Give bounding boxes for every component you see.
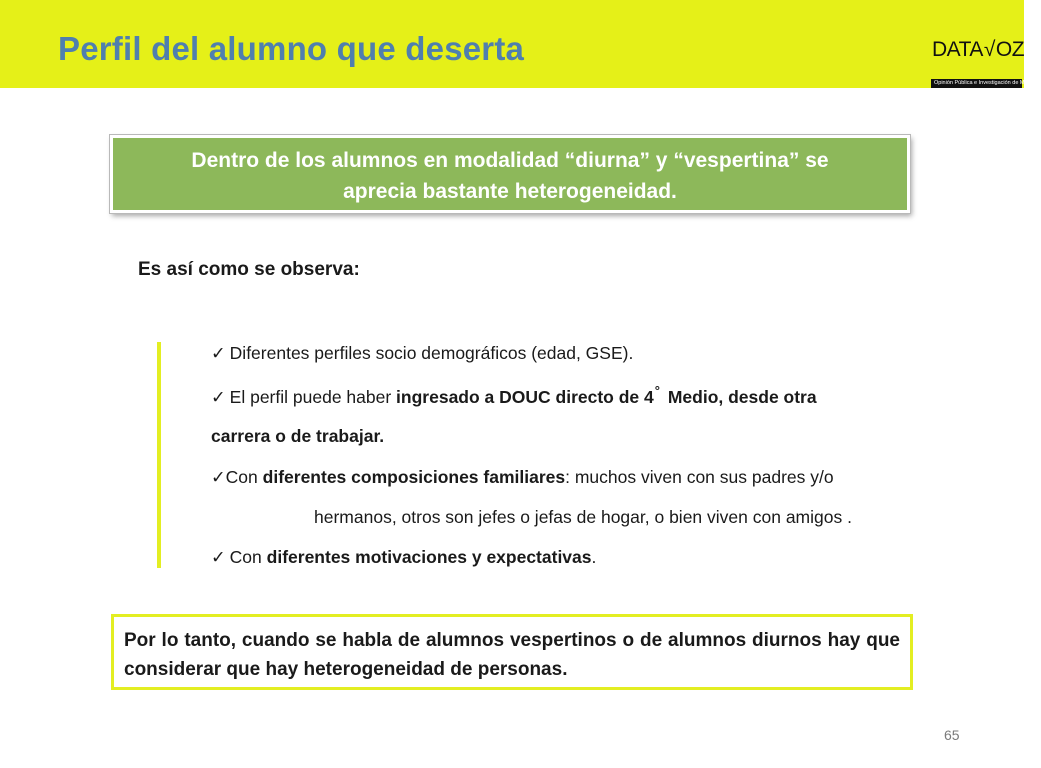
check-icon: ✓ (211, 467, 226, 487)
logo-word-left: DATA (932, 38, 983, 61)
page-number: 65 (944, 727, 960, 743)
datavoz-logo (928, 34, 1041, 88)
highlight-box (110, 135, 910, 213)
bullet-continuation: hermanos, otros son jefes o jefas de hogar, o bien viven con amigos . (314, 507, 852, 527)
degree-mark: ° (654, 383, 660, 398)
bullet-item: ✓ El perfil puede haber ingresado a DOUC directo de 4° Medio, desde otra (211, 383, 817, 407)
intro-heading: Es así como se observa: (138, 259, 360, 280)
logo-check-icon: √ (983, 38, 995, 61)
header-band (0, 0, 1041, 88)
bullet-item: ✓ Diferentes perfiles socio demográficos (edad, GSE). (211, 343, 634, 363)
accent-bar (157, 342, 161, 568)
bullet-item: ✓Con diferentes composiciones familiares: muchos viven con sus padres y/o (211, 467, 834, 487)
bullet-item: ✓ Con diferentes motivaciones y expectativas. (211, 547, 597, 567)
highlight-line-1: Dentro de los alumnos en modalidad “diurna” y “vespertina” se (191, 149, 829, 172)
logo-tagline: Opinión Pública e Investigación de Mercado (931, 79, 1022, 88)
check-icon: ✓ (211, 547, 226, 567)
conclusion-box: Por lo tanto, cuando se habla de alumnos vespertinos o de alumnos diurnos hay que considerar que hay heterogeneidad de personas. (111, 614, 913, 690)
page-title: Perfil del alumno que deserta (58, 30, 525, 67)
bullet-continuation: carrera o de trabajar. (211, 426, 385, 446)
check-icon: ✓ (211, 343, 226, 363)
highlight-line-2: aprecia bastante heterogeneidad. (343, 180, 677, 203)
logo-wordmark (932, 36, 1024, 64)
check-icon: ✓ (211, 387, 226, 407)
logo-word-right: OZ (995, 38, 1025, 61)
